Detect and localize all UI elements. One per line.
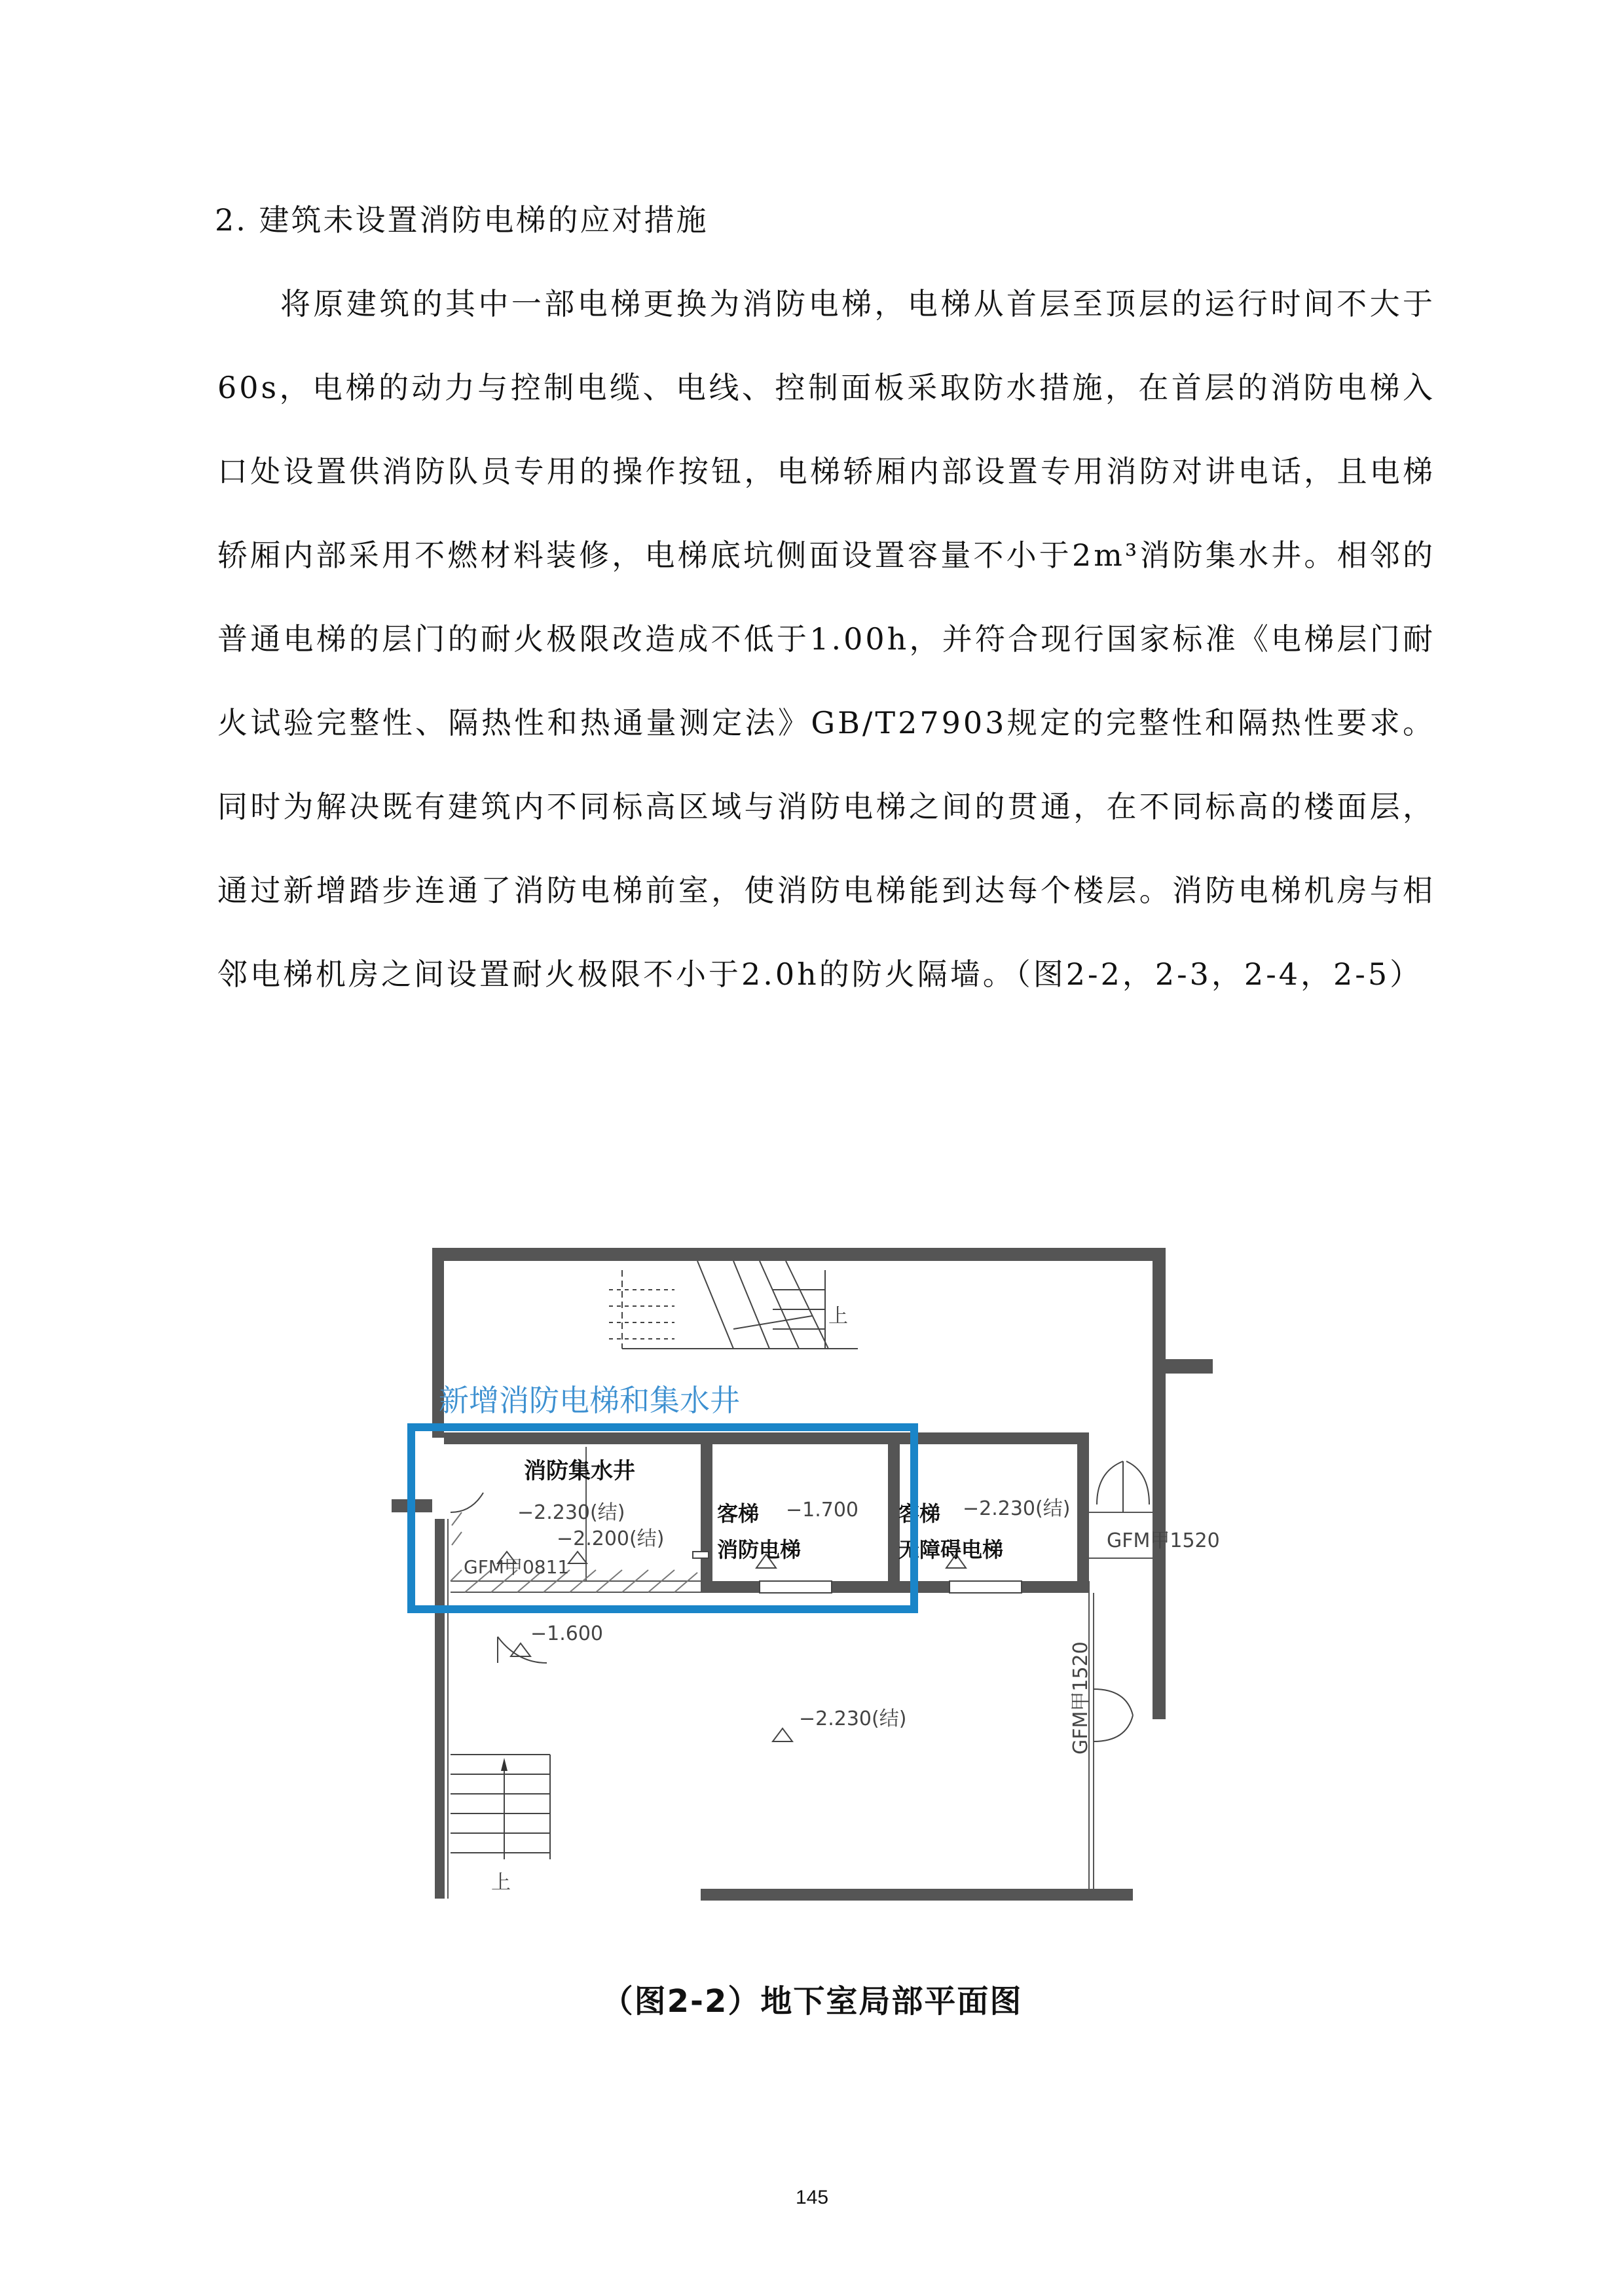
page-number: 145 [795, 2187, 829, 2208]
level-stair-landing: −1.600 [530, 1622, 604, 1645]
room-label-accessible-b: 无障碍电梯 [898, 1537, 1004, 1562]
annotation-label: 新增消防电梯和集水井 [439, 1383, 740, 1418]
wall-room-bottom [701, 1581, 1089, 1593]
wall-room-top [444, 1432, 1089, 1444]
level-accessible: −2.230(结) [963, 1497, 1071, 1520]
stair-up-label-bottom: 上 [491, 1871, 511, 1894]
stair-arrow-lower [501, 1758, 507, 1771]
wall-top [432, 1248, 1166, 1261]
room-label-fire-elevator-a: 客梯 [717, 1501, 760, 1526]
wall-bottom [701, 1889, 1133, 1901]
wall-left-lower [435, 1519, 444, 1899]
level-fire-elevator: −1.700 [786, 1499, 859, 1522]
body-paragraph: 将原建筑的其中一部电梯更换为消防电梯，电梯从首层至顶层的运行时间不大于60s，电梯的动力与控制电缆、电线、控制面板采取防水措施，在首层的消防电梯入口处设置供消防队员专用的操作按钮，电梯轿厢内部设置专用消防对讲电话，且电梯轿厢内部采用不燃材料装修，电梯底坑侧面设置容量不小于2m³消防集水井。相邻的普通电梯的层门的耐火极限改造成不低于1.00h，并符合现行国家标准《电梯层门耐火试验完整性、隔热性和热通量测定法》GB/T27903规定的完整性和隔热性要求。同时为解决既有建筑内不同标高区域与消防电梯之间的贯通，在不同标高的楼面层，通过新增踏步连通了消防电梯前室，使消防电梯能到达每个楼层。消防电梯机房与相邻电梯机房之间设置耐火极限不小于2.0h的防火隔墙。（图2-2，2-3，2-4，2-5） [217, 286, 1435, 992]
level-corridor: −2.230(结) [799, 1707, 907, 1730]
level-sump-b: −2.200(结) [557, 1527, 665, 1550]
hatch-wall [451, 1512, 697, 1592]
level-sump-a: −2.230(结) [517, 1501, 625, 1524]
room-label-accessible-a: 客梯 [898, 1501, 941, 1526]
section-heading: 2. 建筑未设置消防电梯的应对措施 [215, 202, 709, 238]
wall-right-stub [1166, 1359, 1213, 1374]
wall-room-partition-1 [701, 1432, 712, 1593]
door-label-lower: GFM甲1520 [1069, 1641, 1092, 1755]
figure-caption: （图2-2）地下室局部平面图 [601, 1983, 1023, 2020]
basement-floor-plan [367, 1231, 1310, 1905]
door-label-right: GFM甲1520 [1107, 1529, 1220, 1552]
room-label-fire-elevator-b: 消防电梯 [717, 1537, 802, 1562]
door-label-sump: GFM甲0811 [464, 1556, 570, 1578]
stair-lower [451, 1755, 550, 1859]
stair-up-label-top: 上 [828, 1305, 848, 1328]
wall-right [1153, 1248, 1166, 1719]
wall-room-right [1077, 1432, 1089, 1593]
stair-upper [609, 1261, 858, 1349]
room-label-sump: 消防集水井 [524, 1458, 635, 1484]
